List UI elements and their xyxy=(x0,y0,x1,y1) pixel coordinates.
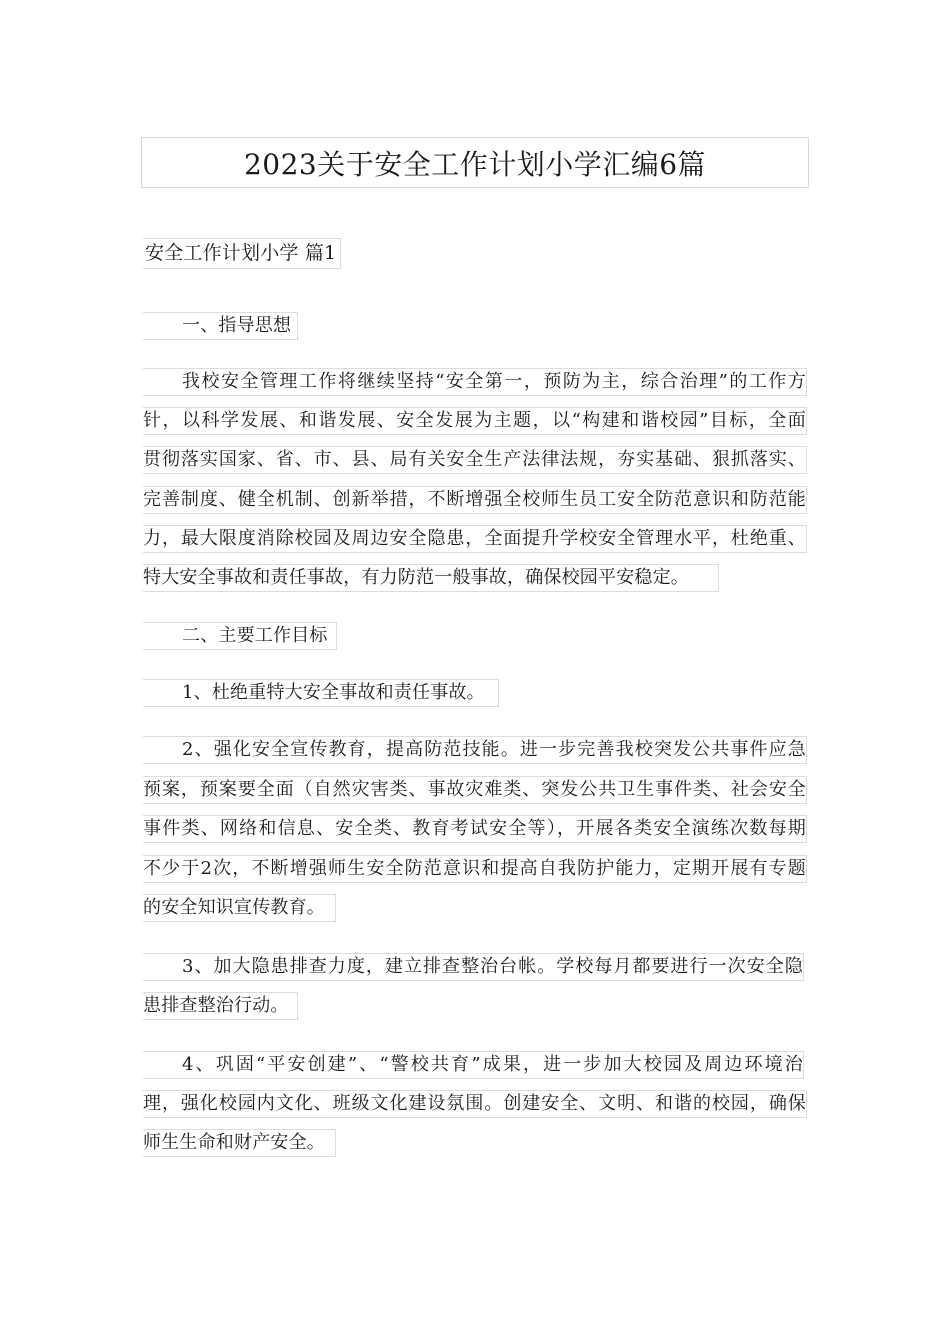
goal-item-2-line: 2、强化安全宣传教育，提高防范技能。进一步完善我校突发公共事件应急 xyxy=(143,736,807,764)
document-title: 2023关于安全工作计划小学汇编6篇 xyxy=(141,137,809,188)
paragraph-line: 我校安全管理工作将继续坚持“安全第一，预防为主，综合治理”的工作方 xyxy=(143,368,807,396)
paragraph-line: 力，最大限度消除校园及周边安全隐患，全面提升学校安全管理水平，杜绝重、 xyxy=(143,525,807,553)
heading-main-goals: 二、主要工作目标 xyxy=(143,622,337,650)
paragraph-line: 完善制度、健全机制、创新举措，不断增强全校师生员工安全防范意识和防范能 xyxy=(143,486,807,514)
goal-item-4-line: 理，强化校园内文化、班级文化建设氛围。创建安全、文明、和谐的校园，确保 xyxy=(143,1090,807,1118)
paragraph-line: 特大安全事故和责任事故，有力防范一般事故，确保校园平安稳定。 xyxy=(143,564,719,592)
goal-item-2-line: 预案，预案要全面（自然灾害类、事故灾难类、突发公共卫生事件类、社会安全 xyxy=(143,776,807,804)
goal-item-2-line: 不少于2次，不断增强师生安全防范意识和提高自我防护能力，定期开展有专题 xyxy=(143,855,807,883)
goal-item-3-line: 患排查整治行动。 xyxy=(143,992,298,1020)
goal-item-2-line: 的安全知识宣传教育。 xyxy=(143,894,336,922)
section-subtitle: 安全工作计划小学 篇1 xyxy=(143,238,341,269)
goal-item-4-line: 师生生命和财产安全。 xyxy=(143,1129,336,1157)
goal-item-4-line: 4、巩固“平安创建”、“警校共育”成果，进一步加大校园及周边环境治 xyxy=(143,1051,804,1079)
goal-item-2-line: 事件类、网络和信息、安全类、教育考试安全等），开展各类安全演练次数每期 xyxy=(143,815,807,843)
heading-guiding-ideology: 一、指导思想 xyxy=(143,312,298,340)
paragraph-line: 针，以科学发展、和谐发展、安全发展为主题，以“构建和谐校园”目标，全面 xyxy=(143,407,807,435)
goal-item-1: 1、杜绝重特大安全事故和责任事故。 xyxy=(143,679,499,707)
paragraph-line: 贯彻落实国家、省、市、县、局有关安全生产法律法规，夯实基础、狠抓落实、 xyxy=(143,446,807,474)
goal-item-3-line: 3、加大隐患排查力度，建立排查整治台帐。学校每月都要进行一次安全隐 xyxy=(143,953,804,981)
